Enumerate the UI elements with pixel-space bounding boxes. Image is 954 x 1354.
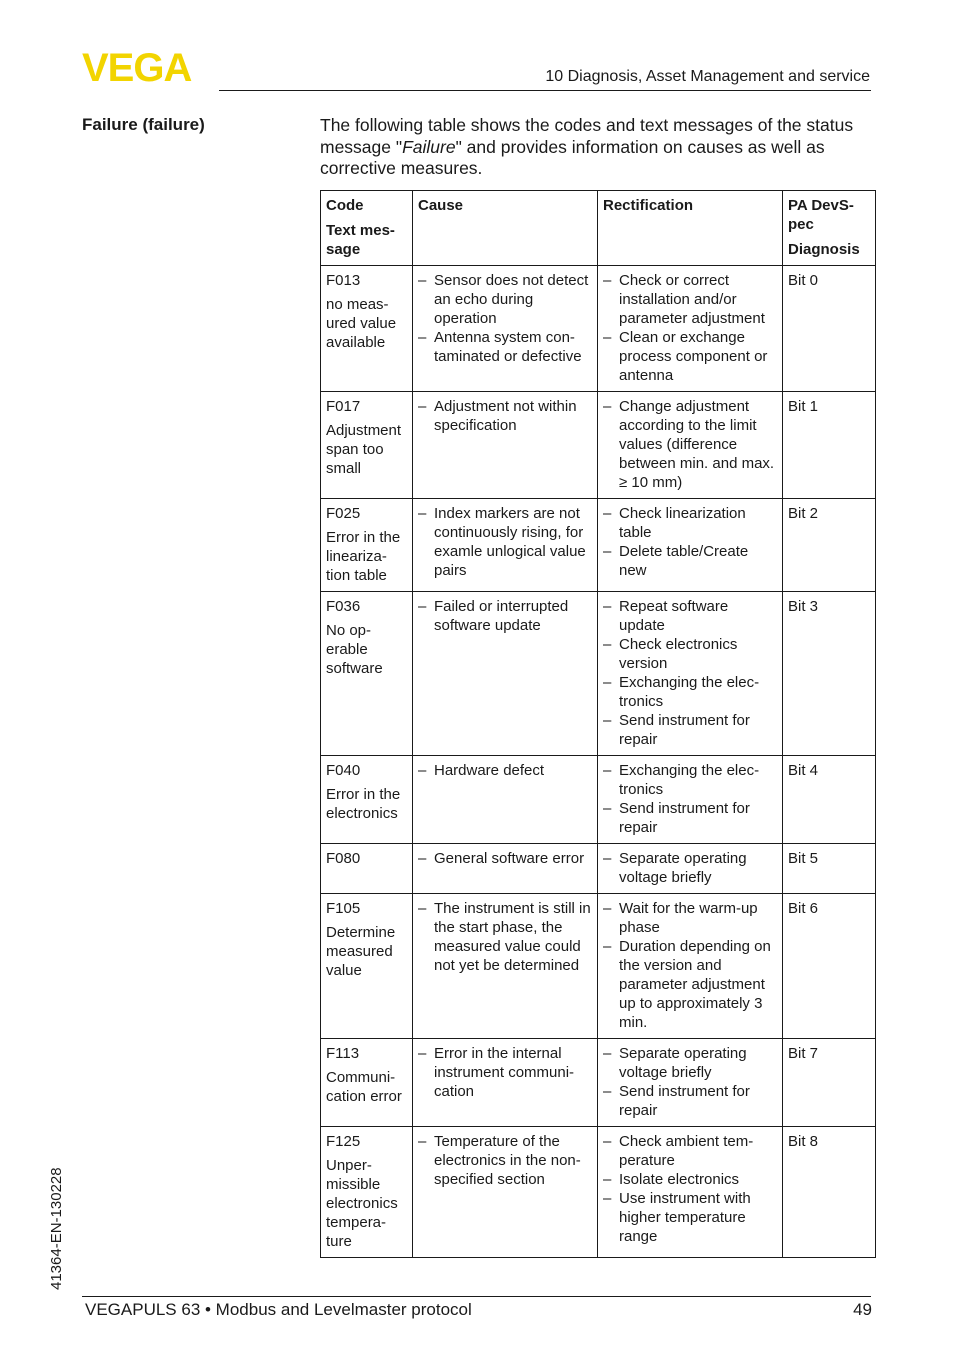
- cell-rectification: [598, 499, 783, 592]
- cause-item: – Index markers are not continuously rising, for examle unlogical value pairs: [418, 504, 593, 580]
- failure-message: Communi- cation error: [326, 1069, 402, 1105]
- cause-item: – The instrument is still in the start phase, the measured value could not yet be determined: [418, 899, 593, 975]
- cell-cause-list: [418, 397, 593, 435]
- rectification-item: – Check linearization table: [603, 504, 778, 542]
- failure-code: F013: [326, 272, 361, 289]
- failure-message: no meas- ured value available: [326, 296, 397, 351]
- vega-logo: [82, 50, 212, 84]
- header-pa-label: PA DevS- pec: [788, 197, 854, 233]
- rectification-item: – Send instrument for repair: [603, 799, 778, 837]
- cell-pa-bit: Bit 1: [783, 392, 876, 499]
- failure-code: F040: [326, 762, 361, 779]
- failure-code: F080: [326, 850, 361, 867]
- failure-message: Adjustment span too small: [326, 422, 402, 477]
- cause-item: – Antenna system con- taminated or defective: [418, 328, 593, 366]
- cell-cause: [413, 894, 598, 1039]
- intro-paragraph: [320, 115, 880, 180]
- rectification-item: – Clean or exchange process component or antenna: [603, 328, 778, 385]
- table-row: [321, 392, 876, 499]
- cell-cause-list: [418, 849, 593, 868]
- rectification-item: – Check ambient tem- perature: [603, 1132, 778, 1170]
- header-divider: [219, 90, 871, 91]
- header-rectification: Rectification: [598, 191, 783, 266]
- table-row: [321, 1039, 876, 1127]
- rectification-item: – Check or correct installation and/or parameter adjustment: [603, 271, 778, 328]
- rectification-item: – Send instrument for repair: [603, 1082, 778, 1120]
- rectification-item: – Separate operating voltage briefly: [603, 1044, 778, 1082]
- cell-pa-bit: Bit 8: [783, 1127, 876, 1258]
- cell-cause: [413, 844, 598, 894]
- intro-text-start: The following table shows the codes and text messages of the status message ": [320, 115, 854, 157]
- cell-rectification-list: [603, 899, 778, 1032]
- cell-cause-list: [418, 899, 593, 975]
- cell-cause-list: [418, 1132, 593, 1189]
- cell-cause: [413, 392, 598, 499]
- cell-code: [321, 1127, 413, 1258]
- footer-divider: [82, 1296, 871, 1297]
- table-row: [321, 592, 876, 756]
- section-title: Failure (failure): [82, 115, 205, 134]
- chapter-title: 10 Diagnosis, Asset Management and service: [545, 68, 870, 85]
- intro-text-end: " and provides information on causes as well as corrective measures.: [320, 136, 825, 178]
- cell-pa-bit: Bit 7: [783, 1039, 876, 1127]
- cell-rectification: [598, 1039, 783, 1127]
- cell-rectification: [598, 844, 783, 894]
- rectification-item: – Exchanging the elec- tronics: [603, 761, 778, 799]
- cell-code: [321, 1039, 413, 1127]
- header-pa-diagnosis: [783, 191, 876, 266]
- cell-pa-bit: Bit 3: [783, 592, 876, 756]
- footer-product: VEGAPULS 63 • Modbus and Levelmaster protocol: [85, 1300, 472, 1319]
- cause-item: – Hardware defect: [418, 761, 593, 780]
- cell-cause: [413, 499, 598, 592]
- failure-code: F105: [326, 900, 361, 917]
- cell-rectification-list: [603, 1044, 778, 1120]
- cell-pa-bit: Bit 4: [783, 756, 876, 844]
- cell-cause: [413, 1127, 598, 1258]
- cell-rectification-list: [603, 1132, 778, 1246]
- rectification-item: – Change adjustment according to the limit values (difference between min. and max. ≥ 10 mm): [603, 397, 778, 492]
- vega-logo-text: VEGA: [82, 50, 192, 84]
- cause-item: – Temperature of the electronics in the non- specified section: [418, 1132, 593, 1189]
- cell-rectification: [598, 592, 783, 756]
- failure-message: Determine measured value: [326, 924, 396, 979]
- failure-message: Error in the electronics: [326, 786, 401, 822]
- cause-item: – Error in the internal instrument communi- cation: [418, 1044, 593, 1101]
- table-row: [321, 499, 876, 592]
- page-number: 49: [853, 1300, 872, 1319]
- cell-rectification: [598, 894, 783, 1039]
- cause-item: – Adjustment not within specification: [418, 397, 593, 435]
- cause-item: – General software error: [418, 849, 593, 868]
- rectification-item: – Separate operating voltage briefly: [603, 849, 778, 887]
- cell-cause-list: [418, 271, 593, 366]
- failure-code: F113: [326, 1045, 360, 1062]
- table-body: [321, 266, 876, 1258]
- cell-rectification-list: [603, 597, 778, 749]
- cell-rectification: [598, 392, 783, 499]
- cell-cause: [413, 1039, 598, 1127]
- table-row: [321, 1127, 876, 1258]
- cell-code: [321, 756, 413, 844]
- cell-rectification-list: [603, 504, 778, 580]
- failure-code: F017: [326, 398, 361, 415]
- cell-cause: [413, 266, 598, 392]
- failure-code: F025: [326, 505, 361, 522]
- cell-rectification: [598, 1127, 783, 1258]
- cell-rectification-list: [603, 849, 778, 887]
- cell-cause-list: [418, 1044, 593, 1101]
- rectification-item: – Check electronics version: [603, 635, 778, 673]
- cell-code: [321, 844, 413, 894]
- cell-code: [321, 266, 413, 392]
- cell-rectification-list: [603, 397, 778, 492]
- header-code-label: Code: [326, 197, 364, 214]
- intro-emphasis: Failure: [402, 136, 456, 157]
- table-row: [321, 266, 876, 392]
- cell-cause-list: [418, 761, 593, 780]
- rectification-item: – Exchanging the elec- tronics: [603, 673, 778, 711]
- cell-code: [321, 592, 413, 756]
- cell-cause-list: [418, 504, 593, 580]
- cell-pa-bit: Bit 6: [783, 894, 876, 1039]
- cell-rectification: [598, 756, 783, 844]
- table-row: [321, 844, 876, 894]
- header-code: [321, 191, 413, 266]
- failure-code: F036: [326, 598, 361, 615]
- header-message-label: Text mes- sage: [326, 222, 395, 258]
- failure-codes-table: [320, 190, 876, 1258]
- cell-code: [321, 499, 413, 592]
- failure-message: Unper- missible electronics tempera- ture: [326, 1157, 398, 1250]
- document-code: 41364-EN-130228: [48, 1167, 65, 1290]
- cell-code: [321, 894, 413, 1039]
- cell-pa-bit: Bit 0: [783, 266, 876, 392]
- header-cause: Cause: [413, 191, 598, 266]
- cell-rectification-list: [603, 271, 778, 385]
- cell-cause-list: [418, 597, 593, 635]
- failure-message: Error in the lineariza- tion table: [326, 529, 401, 584]
- header-diagnosis-label: Diagnosis: [788, 241, 860, 258]
- rectification-item: – Wait for the warm-up phase: [603, 899, 778, 937]
- table-row: [321, 756, 876, 844]
- cell-rectification-list: [603, 761, 778, 837]
- cell-cause: [413, 592, 598, 756]
- rectification-item: – Isolate electronics: [603, 1170, 778, 1189]
- failure-code: F125: [326, 1133, 361, 1150]
- cell-pa-bit: Bit 5: [783, 844, 876, 894]
- cell-rectification: [598, 266, 783, 392]
- rectification-item: – Repeat software update: [603, 597, 778, 635]
- cell-code: [321, 392, 413, 499]
- cause-item: – Failed or interrupted software update: [418, 597, 593, 635]
- table-row: [321, 894, 876, 1039]
- rectification-item: – Delete table/Create new: [603, 542, 778, 580]
- cell-pa-bit: Bit 2: [783, 499, 876, 592]
- cause-item: – Sensor does not detect an echo during operation: [418, 271, 593, 328]
- rectification-item: – Use instrument with higher temperature range: [603, 1189, 778, 1246]
- cell-cause: [413, 756, 598, 844]
- failure-message: No op- erable software: [326, 622, 383, 677]
- rectification-item: – Duration depending on the version and parameter adjustment up to approximately 3 min.: [603, 937, 778, 1032]
- rectification-item: – Send instrument for repair: [603, 711, 778, 749]
- table-header-row: [321, 191, 876, 266]
